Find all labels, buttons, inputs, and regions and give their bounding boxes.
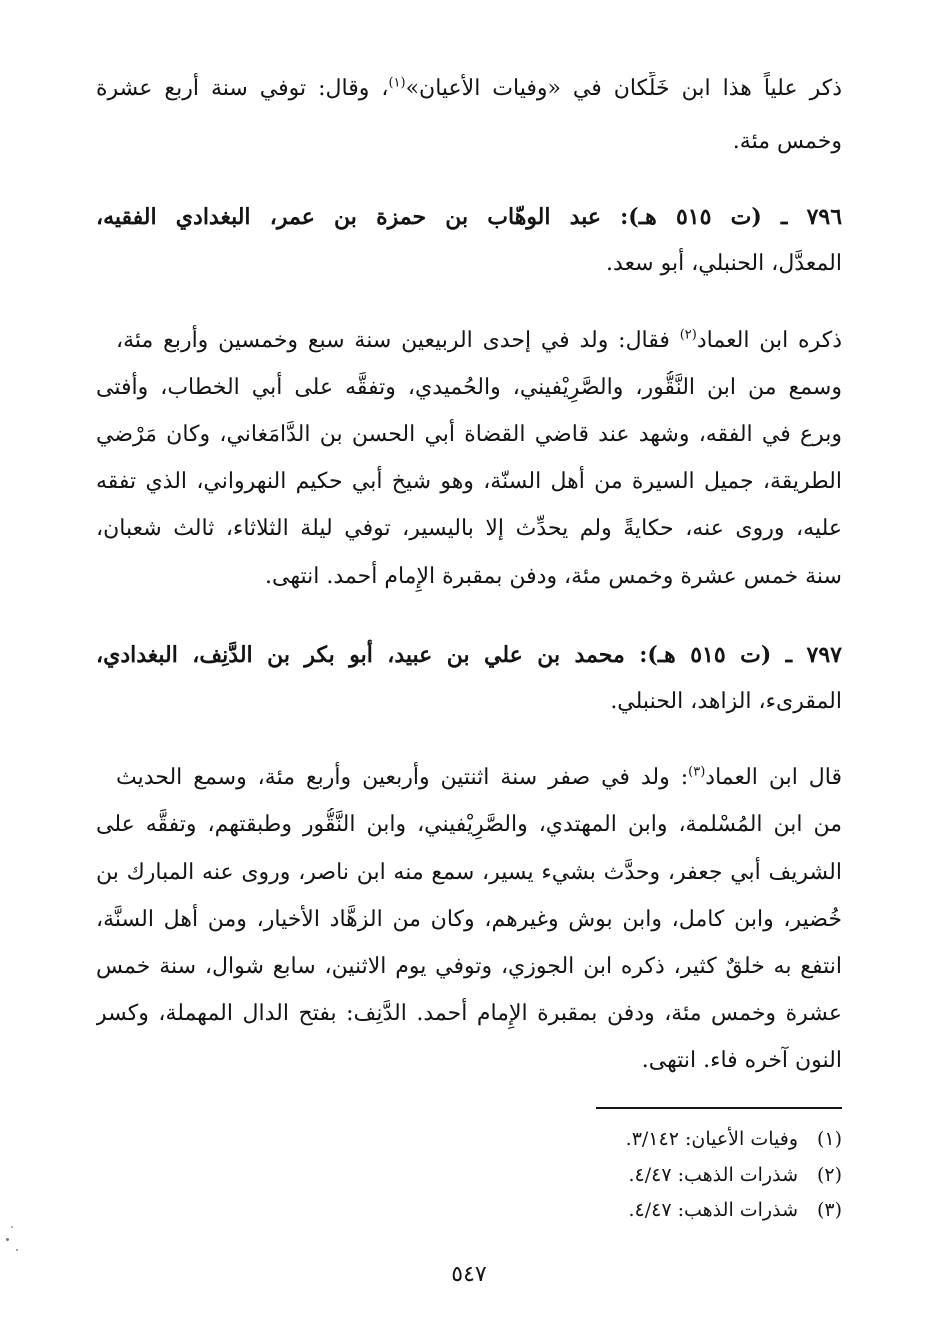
footnote: (١)وفيات الأعيان: ٣/١٤٢. bbox=[625, 1128, 842, 1150]
footnote: (٣)شذرات الذهب: ٤/٤٧. bbox=[628, 1199, 842, 1221]
text-line: انتفع به خلقٌ كثير، ذكره ابن الجوزي، وتوفي يوم الاثنين، سابع شوال، سنة خمس bbox=[96, 954, 842, 979]
text-line: وسمع من ابن النَّقُّور، والصَّرِيْفيني، والحُميدي، وتفقَّه على أبي الخطاب، وأفتى bbox=[96, 375, 842, 400]
entry-heading-796: ٧٩٦ ـ (ت ٥١٥ هـ): عبد الوهّاب بن حمزة بن عمر، البغدادي الفقيه، bbox=[96, 204, 842, 230]
entry-heading-797: ٧٩٧ ـ (ت ٥١٥ هـ): محمد بن علي بن عبيد، أبو بكر بن الدَّنِف، البغدادي، bbox=[96, 642, 842, 668]
scan-speck bbox=[6, 1238, 9, 1241]
text-line: ذكره ابن العماد$^{(٢)}$ فقال: ولد في إحدى الربيعين سنة سبع وخمسين وأربع مئة، bbox=[116, 327, 842, 353]
text-line: النون آخره فاء. انتهى. bbox=[641, 1048, 842, 1073]
footnote-ref: (١) bbox=[388, 75, 406, 91]
scan-speck bbox=[11, 1226, 13, 1228]
page-number: ٥٤٧ bbox=[451, 1262, 487, 1287]
text-line: ذكر علياً هذا ابن خَلِّكان في «وفيات الأعيان»$^{(١)}$، وقال: توفي سنة أربع عشرة bbox=[96, 75, 842, 101]
text-line: وبرع في الفقه، وشهد عند قاضي القضاة أبي الحسن بن الدَّامَغاني، وكان مَرْضي bbox=[96, 422, 842, 447]
text-line: الشريف أبي جعفر، وحدَّث بشيء يسير، سمع منه ابن ناصر، وروى عنه المبارك بن bbox=[96, 860, 842, 885]
text-line: خُضير، وابن كامل، وابن بوش وغيرهم، وكان من الزهَّاد الأخيار، ومن أهل السنَّة، bbox=[96, 907, 842, 932]
text-line: عشرة وخمس مئة، ودفن بمقبرة الإِمام أحمد. الدَّنِف: بفتح الدال المهملة، وكسر bbox=[96, 1001, 842, 1026]
text-line: وخمس مئة. bbox=[732, 129, 842, 154]
text-line: عليه، وروى عنه، حكايةً ولم يحدِّث إلا باليسير، توفي ليلة الثلاثاء، ثالث شعبان، bbox=[96, 516, 842, 541]
text-line: المعدَّل، الحنبلي، أبو سعد. bbox=[606, 251, 842, 276]
text-line: قال ابن العماد$^{(٣)}$: ولد في صفر سنة اثنتين وأربعين وأربع مئة، وسمع الحديث bbox=[116, 764, 842, 790]
text-line: المقرىء، الزاهد، الحنبلي. bbox=[610, 689, 842, 714]
text-line: من ابن المُسْلمة، وابن المهتدي، والصَّرِيْفيني، وابن النَّقُّور وطبقتهم، وتفقَّه على bbox=[96, 812, 842, 837]
text-line: الطريقة، جميل السيرة من أهل السنّة، وهو شيخ أبي حكيم النهرواني، الذي تفقه bbox=[96, 469, 842, 494]
text-line: سنة خمس عشرة وخمس مئة، ودفن بمقبرة الإِمام أحمد. انتهى. bbox=[265, 564, 842, 589]
footnote-ref: (٣) bbox=[688, 764, 706, 780]
scan-speck bbox=[16, 1249, 18, 1251]
footnote-divider bbox=[596, 1107, 842, 1109]
footnote: (٢)شذرات الذهب: ٤/٤٧. bbox=[628, 1164, 842, 1186]
footnote-ref: (٢) bbox=[679, 327, 697, 343]
